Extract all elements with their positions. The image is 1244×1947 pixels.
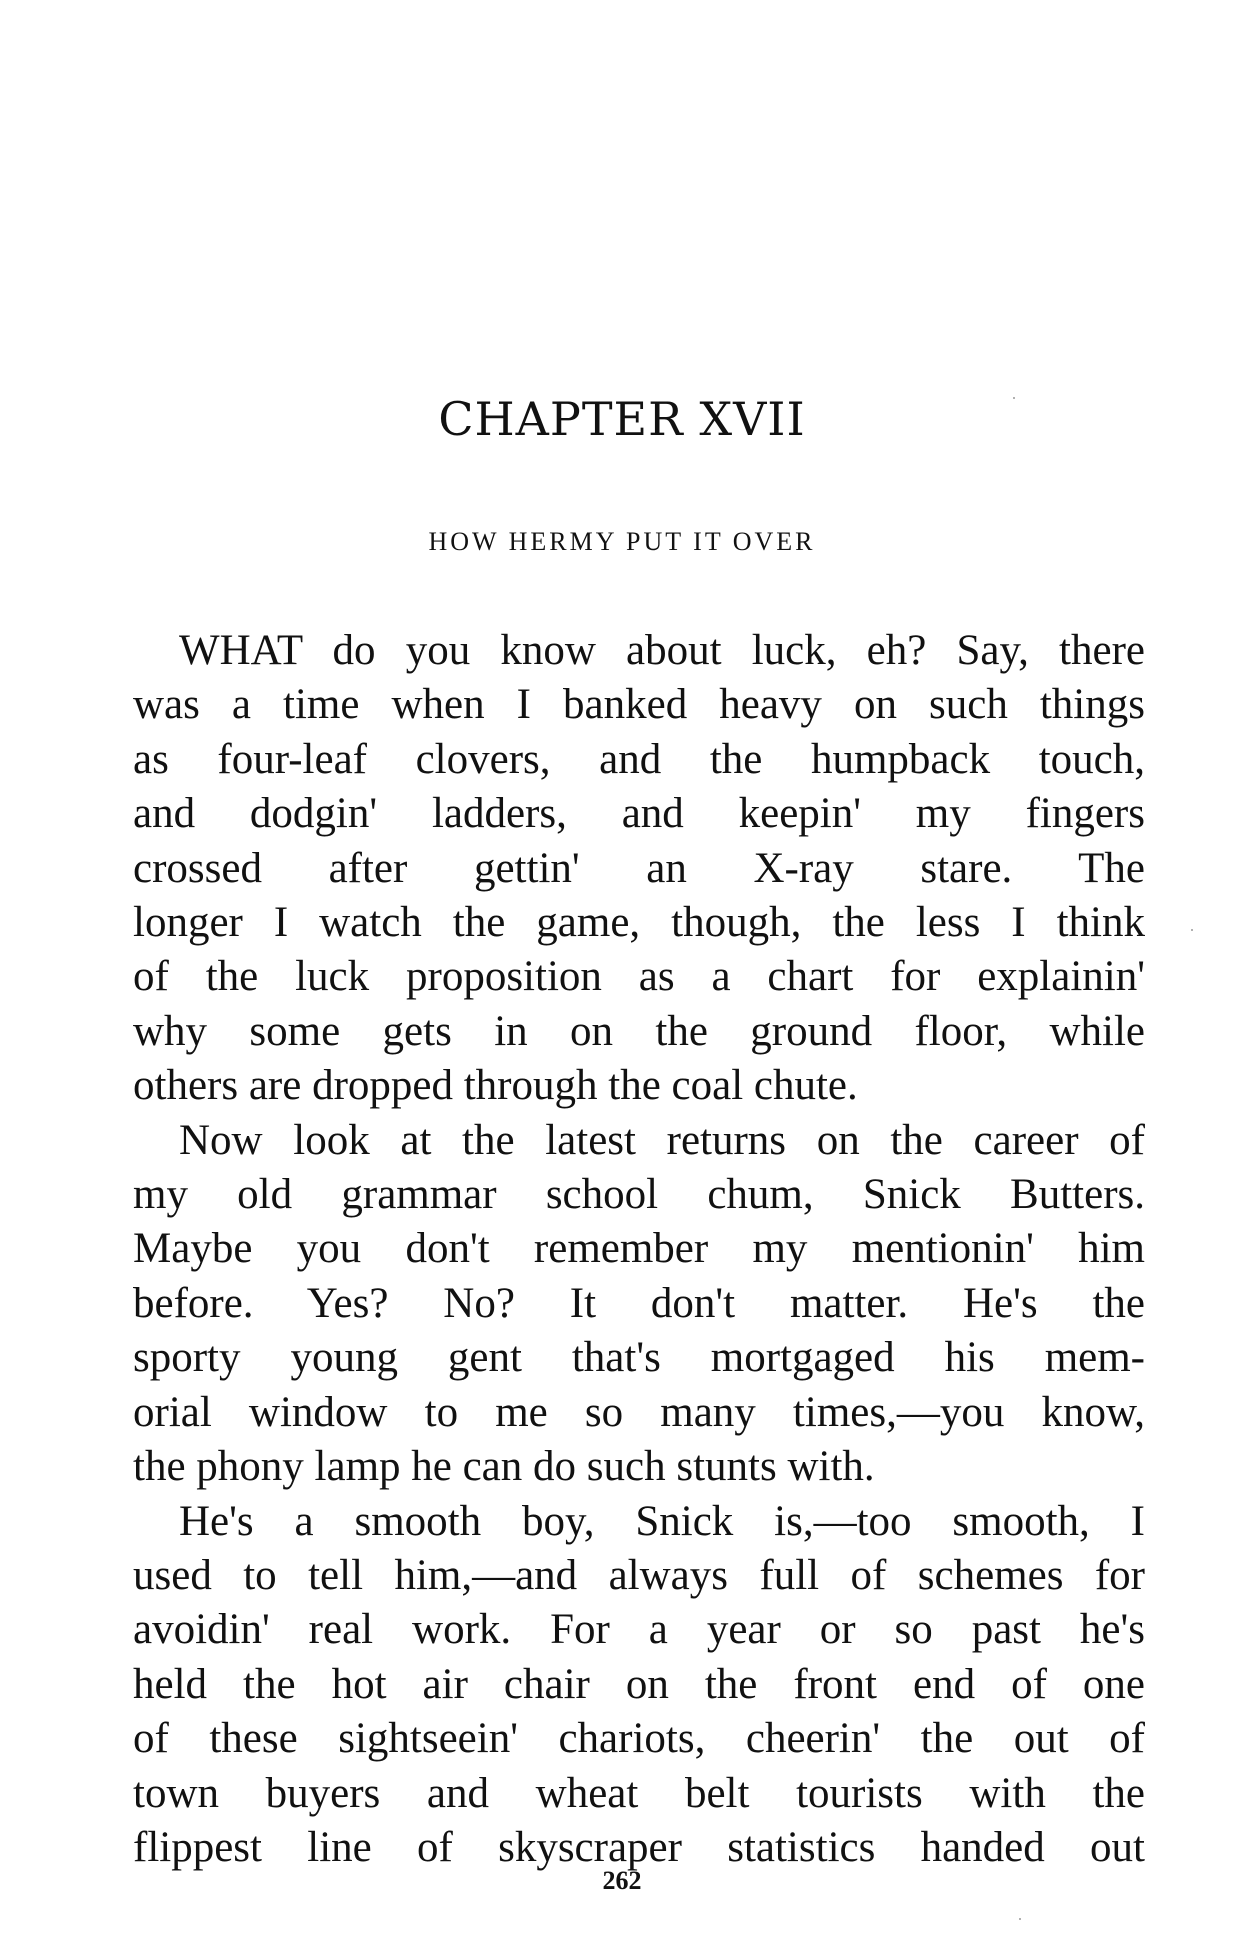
text-line: WHAT do you know about luck, eh? Say, there [179, 627, 1145, 674]
body-text [133, 624, 1145, 1875]
text-line: before. Yes? No? It don't matter. He's the [133, 1279, 1145, 1327]
text-line: of these sightseein' chariots, cheerin' the out of [133, 1715, 1145, 1763]
chapter-title: HOW HERMY PUT IT OVER [428, 527, 816, 556]
text-line: the phony lamp he can do such stunts with. [133, 1443, 875, 1491]
paper-speck [1191, 929, 1193, 931]
text-line: Now look at the latest returns on the career of [179, 1116, 1145, 1164]
text-line: and dodgin' ladders, and keepin' my fingers [133, 790, 1145, 838]
text-line: held the hot air chair on the front end of one [133, 1660, 1145, 1708]
text-line: sporty young gent that's mortgaged his mem- [133, 1334, 1145, 1382]
paragraph-2 [133, 1114, 1145, 1495]
text-line: used to tell him,—and always full of schemes for [133, 1551, 1145, 1599]
paper-speck [1019, 1918, 1021, 1920]
page-number: 262 [602, 1866, 642, 1895]
text-line: crossed after gettin' an X-ray stare. The [133, 844, 1145, 892]
text-line: of the luck proposition as a chart for explainin' [133, 953, 1145, 1001]
text-line: town buyers and wheat belt tourists with the [133, 1769, 1145, 1817]
text-line: Maybe you don't remember my mentionin' him [133, 1225, 1145, 1273]
paragraph-1 [133, 624, 1145, 1114]
text-line: was a time when I banked heavy on such things [133, 681, 1145, 729]
text-line: avoidin' real work. For a year or so past he's [133, 1606, 1145, 1654]
text-line: my old grammar school chum, Snick Butters. [133, 1171, 1145, 1219]
text-line: others are dropped through the coal chute. [133, 1062, 858, 1110]
text-line: longer I watch the game, though, the less I think [133, 899, 1145, 947]
paragraph-3 [133, 1495, 1145, 1876]
text-line: orial window to me so many times,—you know, [133, 1388, 1145, 1436]
text-line: why some gets in on the ground floor, while [133, 1007, 1145, 1055]
text-line: He's a smooth boy, Snick is,—too smooth, I [179, 1497, 1145, 1545]
paper-speck [1013, 397, 1015, 399]
text-line: flippest line of skyscraper statistics handed out [133, 1823, 1145, 1871]
chapter-heading: CHAPTER XVII [438, 392, 806, 446]
text-line: as four-leaf clovers, and the humpback touch, [133, 735, 1145, 783]
